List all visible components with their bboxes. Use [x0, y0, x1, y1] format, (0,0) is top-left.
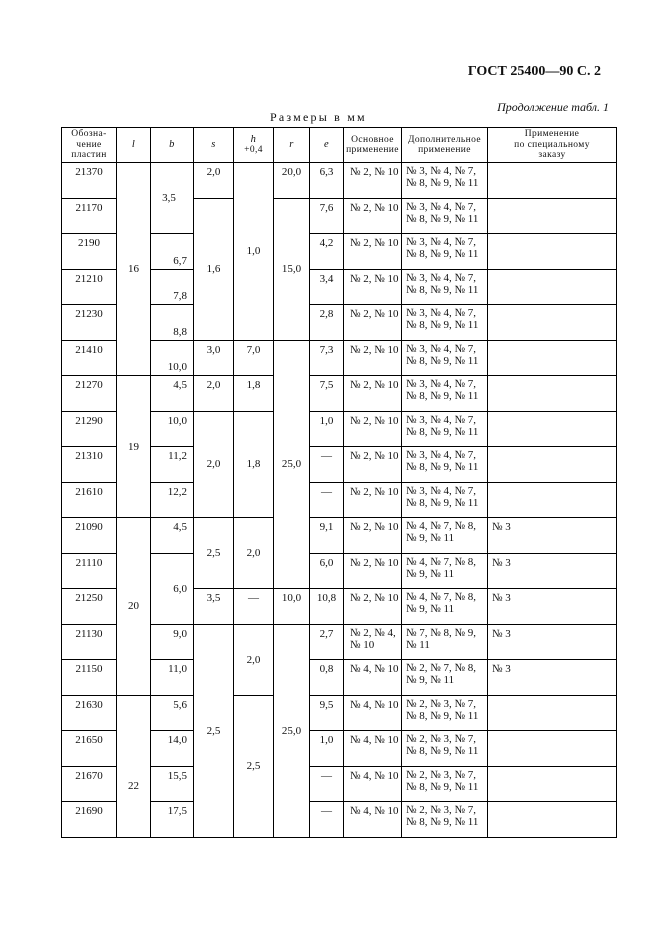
cell-b: 17,5: [151, 802, 194, 838]
cell-additional: № 4, № 7, № 8, № 9, № 11: [402, 589, 488, 625]
cell-b: 6,7: [151, 234, 194, 270]
cell-b: 4,5: [151, 518, 194, 554]
table-header-row: [62, 128, 617, 163]
cell-special: [488, 340, 617, 376]
cell-b: 8,8: [151, 305, 194, 341]
cell-l: 22: [117, 695, 151, 837]
cell-basic: № 4, № 10: [344, 660, 402, 696]
cell-special: [488, 802, 617, 838]
cell-e: 4,2: [310, 234, 344, 270]
cell-designation: 21410: [62, 340, 117, 376]
cell-e: 2,7: [310, 624, 344, 660]
cell-basic: № 2, № 10: [344, 447, 402, 483]
cell-l: 16: [117, 163, 151, 376]
cell-special: [488, 695, 617, 731]
cell-s: 1,6: [194, 198, 234, 340]
cell-e: 1,0: [310, 731, 344, 767]
cell-basic: № 2, № 4, № 10: [344, 624, 402, 660]
cell-l: 20: [117, 518, 151, 696]
cell-e: 0,8: [310, 660, 344, 696]
cell-e: 6,3: [310, 163, 344, 199]
cell-additional: № 3, № 4, № 7, № 8, № 9, № 11: [402, 234, 488, 270]
cell-additional: № 3, № 4, № 7, № 8, № 9, № 11: [402, 411, 488, 447]
cell-designation: 21210: [62, 269, 117, 305]
cell-b: 3,5: [151, 163, 194, 234]
col-h: h +0,4: [234, 128, 274, 163]
cell-designation: 21270: [62, 376, 117, 412]
table-row: [62, 695, 617, 731]
cell-e: 7,5: [310, 376, 344, 412]
cell-r: 25,0: [274, 624, 310, 837]
cell-additional: № 2, № 3, № 7, № 8, № 9, № 11: [402, 731, 488, 767]
cell-b: 15,5: [151, 766, 194, 802]
cell-basic: № 2, № 10: [344, 163, 402, 199]
cell-designation: 21110: [62, 553, 117, 589]
cell-e: 7,3: [310, 340, 344, 376]
cell-additional: № 3, № 4, № 7, № 8, № 9, № 11: [402, 163, 488, 199]
cell-s: 2,0: [194, 376, 234, 412]
cell-basic: № 2, № 10: [344, 518, 402, 554]
cell-special: № 3: [488, 518, 617, 554]
cell-special: [488, 163, 617, 199]
cell-r: 25,0: [274, 340, 310, 589]
col-additional-application: Дополнительное применение: [402, 128, 488, 163]
cell-b: 5,6: [151, 695, 194, 731]
cell-e: —: [310, 482, 344, 518]
cell-designation: 21090: [62, 518, 117, 554]
cell-l: 19: [117, 376, 151, 518]
col-r: r: [274, 128, 310, 163]
cell-basic: № 2, № 10: [344, 340, 402, 376]
cell-h: 2,5: [234, 695, 274, 837]
cell-special: № 3: [488, 624, 617, 660]
cell-special: [488, 376, 617, 412]
cell-r: 10,0: [274, 589, 310, 625]
cell-b: 10,0: [151, 411, 194, 447]
cell-s: 3,0: [194, 340, 234, 376]
cell-additional: № 4, № 7, № 8, № 9, № 11: [402, 553, 488, 589]
document-reference: ГОСТ 25400—90 С. 2: [467, 64, 601, 79]
dimensions-note: Размеры в мм: [270, 110, 367, 124]
cell-designation: 2190: [62, 234, 117, 270]
cell-b: 7,8: [151, 269, 194, 305]
plates-table: [61, 127, 617, 838]
cell-e: 10,8: [310, 589, 344, 625]
cell-h: —: [234, 589, 274, 625]
cell-designation: 21130: [62, 624, 117, 660]
cell-special: [488, 766, 617, 802]
cell-s: 2,5: [194, 518, 234, 589]
cell-designation: 21690: [62, 802, 117, 838]
cell-additional: № 3, № 4, № 7, № 8, № 9, № 11: [402, 482, 488, 518]
cell-basic: № 2, № 10: [344, 376, 402, 412]
cell-b: 14,0: [151, 731, 194, 767]
cell-b: 11,2: [151, 447, 194, 483]
cell-additional: № 3, № 4, № 7, № 8, № 9, № 11: [402, 269, 488, 305]
cell-h: 2,0: [234, 518, 274, 589]
cell-designation: 21650: [62, 731, 117, 767]
cell-designation: 21670: [62, 766, 117, 802]
cell-basic: № 4, № 10: [344, 695, 402, 731]
cell-special: [488, 411, 617, 447]
cell-additional: № 2, № 3, № 7, № 8, № 9, № 11: [402, 766, 488, 802]
cell-special: [488, 482, 617, 518]
cell-additional: № 3, № 4, № 7, № 8, № 9, № 11: [402, 340, 488, 376]
cell-h: 1,0: [234, 163, 274, 341]
cell-h: 7,0: [234, 340, 274, 376]
col-special-order: Применение по специальному заказу: [488, 128, 617, 163]
table-row: [62, 163, 617, 199]
cell-e: —: [310, 766, 344, 802]
cell-basic: № 2, № 10: [344, 589, 402, 625]
cell-e: —: [310, 447, 344, 483]
cell-special: № 3: [488, 553, 617, 589]
cell-b: 12,2: [151, 482, 194, 518]
cell-designation: 21250: [62, 589, 117, 625]
cell-s: 3,5: [194, 589, 234, 625]
table-row: [62, 518, 617, 554]
col-b: b: [151, 128, 194, 163]
cell-additional: № 3, № 4, № 7, № 8, № 9, № 11: [402, 447, 488, 483]
cell-additional: № 2, № 3, № 7, № 8, № 9, № 11: [402, 802, 488, 838]
cell-basic: № 4, № 10: [344, 802, 402, 838]
table-continuation-label: Продолжение табл. 1: [497, 100, 609, 114]
cell-h: 1,8: [234, 376, 274, 412]
cell-designation: 21630: [62, 695, 117, 731]
cell-basic: № 4, № 10: [344, 766, 402, 802]
cell-basic: № 2, № 10: [344, 198, 402, 234]
col-e: e: [310, 128, 344, 163]
cell-basic: № 2, № 10: [344, 305, 402, 341]
cell-e: 2,8: [310, 305, 344, 341]
cell-special: [488, 234, 617, 270]
cell-e: 9,1: [310, 518, 344, 554]
cell-special: № 3: [488, 589, 617, 625]
cell-s: 2,5: [194, 624, 234, 837]
cell-basic: № 4, № 10: [344, 731, 402, 767]
cell-h: 2,0: [234, 624, 274, 695]
cell-designation: 21290: [62, 411, 117, 447]
cell-additional: № 3, № 4, № 7, № 8, № 9, № 11: [402, 198, 488, 234]
cell-designation: 21610: [62, 482, 117, 518]
cell-designation: 21370: [62, 163, 117, 199]
cell-additional: № 3, № 4, № 7, № 8, № 9, № 11: [402, 376, 488, 412]
cell-additional: № 2, № 3, № 7, № 8, № 9, № 11: [402, 695, 488, 731]
col-designation: Обозна- чение пластин: [62, 128, 117, 163]
cell-special: № 3: [488, 660, 617, 696]
cell-special: [488, 198, 617, 234]
cell-basic: № 2, № 10: [344, 482, 402, 518]
cell-basic: № 2, № 10: [344, 234, 402, 270]
cell-b: 9,0: [151, 624, 194, 660]
cell-additional: № 7, № 8, № 9, № 11: [402, 624, 488, 660]
cell-s: 2,0: [194, 163, 234, 199]
cell-additional: № 4, № 7, № 8, № 9, № 11: [402, 518, 488, 554]
col-s: s: [194, 128, 234, 163]
cell-b: 10,0: [151, 340, 194, 376]
cell-e: 3,4: [310, 269, 344, 305]
cell-e: 9,5: [310, 695, 344, 731]
cell-r: 15,0: [274, 198, 310, 340]
cell-e: —: [310, 802, 344, 838]
cell-e: 1,0: [310, 411, 344, 447]
cell-additional: № 2, № 7, № 8, № 9, № 11: [402, 660, 488, 696]
cell-b: 4,5: [151, 376, 194, 412]
table-row: [62, 376, 617, 412]
cell-special: [488, 305, 617, 341]
cell-special: [488, 269, 617, 305]
cell-designation: 21310: [62, 447, 117, 483]
cell-special: [488, 731, 617, 767]
cell-basic: № 2, № 10: [344, 411, 402, 447]
cell-designation: 21150: [62, 660, 117, 696]
cell-e: 6,0: [310, 553, 344, 589]
cell-additional: № 3, № 4, № 7, № 8, № 9, № 11: [402, 305, 488, 341]
cell-r: 20,0: [274, 163, 310, 199]
col-l: l: [117, 128, 151, 163]
cell-b: 11,0: [151, 660, 194, 696]
cell-e: 7,6: [310, 198, 344, 234]
cell-designation: 21170: [62, 198, 117, 234]
col-basic-application: Основное применение: [344, 128, 402, 163]
cell-designation: 21230: [62, 305, 117, 341]
cell-h: 1,8: [234, 411, 274, 518]
cell-b: 6,0: [151, 553, 194, 624]
cell-special: [488, 447, 617, 483]
cell-basic: № 2, № 10: [344, 269, 402, 305]
cell-s: 2,0: [194, 411, 234, 518]
cell-basic: № 2, № 10: [344, 553, 402, 589]
